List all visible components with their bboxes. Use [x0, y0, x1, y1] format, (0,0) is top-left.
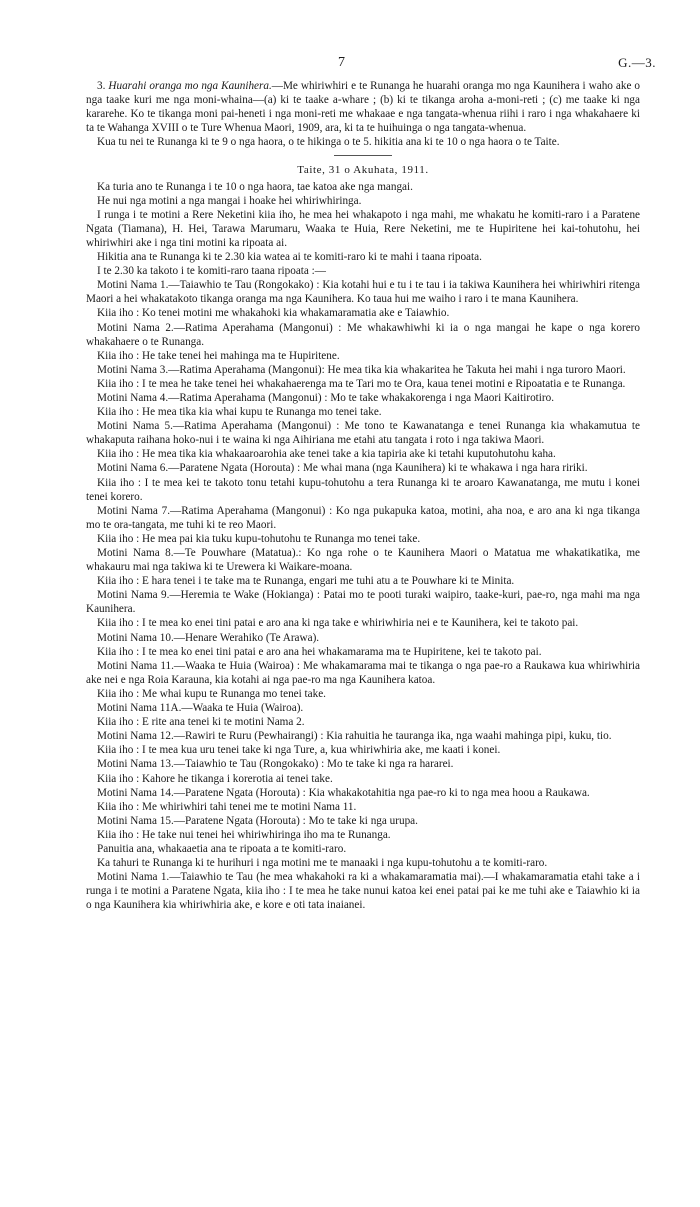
page-header — [0, 56, 700, 72]
adjournment-paragraph: Kua tu nei te Runanga ki te 9 o nga haora, o te hikinga o te 5. hikitia ana ki te 10 o nga haora o te Taite. — [97, 136, 560, 149]
minutes-paragraph: Motini Nama 13.—Taiawhio te Tau (Rongokako) : Mo te take ki nga ra hararei. — [97, 758, 454, 771]
minutes-paragraph: Motini Nama 12.—Rawiri te Ruru (Pewhairangi) : Kia rahuitia he tauranga ika, nga waahi mahinga pipi, kuku, tio. — [97, 730, 612, 743]
minutes-paragraph: Kiia iho : E rite ana tenei ki te motini Nama 2. — [97, 716, 305, 729]
minutes-paragraph: Kiia iho : Ko tenei motini me whakahoki kia whakamaramatia ake e Taiawhio. — [97, 307, 450, 320]
section-3-paragraph — [86, 79, 640, 135]
minutes-paragraph: Motini Nama 1.—Taiawhio te Tau (Rongokako) : Kia kotahi hui e tu i te tau i ia takiwa Kaunihera hei whiriwhiri ritenga Maori a hei whakatakoto tikanga oranga ma nga Kaunihera. Ko taua hui me waiho i raro i te mana Kaunihera. — [86, 279, 640, 306]
minutes-paragraph: Motini Nama 1.—Taiawhio te Tau (he mea whakahoki ra ki a whakamaramatia mai).—I whakamaramatia etahi take a i runga i te motini a Paratene Ngata, kiia iho : I te mea he take nunui katoa kei enei patai pai ke me tuhi ake e Taiawhio ki ia o nga Kaunihera kia whiriwhiria ake, e kore e oti tata inaianei. — [86, 871, 640, 912]
minutes-paragraph: Motini Nama 5.—Ratima Aperahama (Mangonui) : Me tono te Kawanatanga e tenei Runanga kia whakamutua te whakaputa raihana hoko-nui i te waina ki nga Aihiriana me etahi atu tangata i roto i nga takiwa Maori. — [86, 420, 640, 447]
section-3-title: Huarahi oranga mo nga Kaunihera. — [108, 80, 272, 92]
minutes-paragraph: Motini Nama 11A.—Waaka te Huia (Wairoa). — [97, 702, 304, 715]
minutes-paragraph: Kiia iho : I te mea ko enei tini patai e aro ana hei whakamarama ma te Hupiritene, kei te takoto pai. — [97, 645, 542, 658]
minutes-paragraph: Kiia iho : Me whai kupu te Runanga mo tenei take. — [97, 687, 326, 700]
minutes-paragraph: Motini Nama 14.—Paratene Ngata (Horouta) : Kia whakakotahitia nga pae-ro ki to nga mea hoou a Raukawa. — [97, 786, 590, 799]
minutes-paragraph: Ka turia ano te Runanga i te 10 o nga haora, tae katoa ake nga mangai. — [97, 180, 413, 193]
minutes-paragraph: Motini Nama 9.—Heremia te Wake (Hokianga) : Patai mo te pooti turaki waipiro, taake-kuri, pae-ro, nga mahi ma nga Kaunihera. — [86, 589, 640, 616]
minutes-paragraph: Motini Nama 11.—Waaka te Huia (Wairoa) : Me whakamarama mai te tikanga o nga pae-ro a Raukawa kua whiriwhiria ake nei e nga Roia Karauna, kia kotahi ai nga pae-ro ma nga Kaunihera katoa. — [86, 659, 640, 686]
minutes-paragraph: Kiia iho : He take tenei hei mahinga ma te Hupiritene. — [97, 349, 340, 362]
section-divider — [334, 155, 392, 156]
minutes-paragraph: Motini Nama 7.—Ratima Aperahama (Mangonui) : Ko nga pukapuka katoa, motini, aha noa, e aro ana ki nga tikanga mo te ora-tangata, me tuhi ki te reo Maori. — [86, 504, 640, 531]
minutes-paragraph: He nui nga motini a nga mangai i hoake hei whiriwhiringa. — [97, 194, 362, 207]
minutes-paragraph: I te 2.30 ka takoto i te komiti-raro taana ripoata :— — [97, 265, 326, 278]
document-code: G.—3. — [618, 55, 656, 70]
minutes-paragraph: Kiia iho : He mea pai kia tuku kupu-tohutohu te Runanga mo tenei take. — [97, 532, 421, 545]
section-3-text: —Me whiriwhiri e te Runanga he huarahi oranga mo nga Kaunihera i waho ake o nga taake kuri me nga moni-whaina—(a) ki te taake a-whare ; (b) ki te tikanga aroha a-moni-reti ; (c) me taake ki nga kararehe. Ko te tikanga moni pai-heneti i nga moni-reti me whakaae e nga tangata-whenua riihi i raro i nga whakahaere ki ta te Wahanga XVIII o te Ture Whenua Maori, 1909, ara, ki ta te huihuinga o nga tangata-whenua. — [86, 80, 641, 135]
minutes-paragraph: Kiia iho : I te mea kua uru tenei take ki nga Ture, a, kua whiriwhiria ake, me kaati i konei. — [97, 744, 501, 757]
minutes-paragraph: Kiia iho : E hara tenei i te take ma te Runanga, engari me tuhi atu a te Pouwhare ki te Minita. — [97, 575, 515, 588]
minutes-paragraph: Motini Nama 6.—Paratene Ngata (Horouta) : Me whai mana (nga Kaunihera) ki te whakawa i nga hara ririki. — [97, 462, 588, 475]
minutes-paragraph: Kiia iho : I te mea ko enei tini patai e aro ana ki nga take e whiriwhiria nei e te Kaunihera, kei te takoto pai. — [97, 617, 579, 630]
minutes-paragraphs — [86, 180, 640, 913]
date-heading: Taite, 31 o Akuhata, 1911. — [297, 164, 429, 177]
minutes-paragraph: Ka tahuri te Runanga ki te hurihuri i nga motini me te manaaki i nga kupu-tohutohu a te komiti-raro. — [97, 857, 548, 870]
minutes-paragraph: Motini Nama 2.—Ratima Aperahama (Mangonui) : Me whakawhiwhi ki ia o nga mangai he kape o nga korero whakahaere o te Runanga. — [86, 321, 640, 348]
minutes-paragraph: Hikitia ana te Runanga ki te 2.30 kia watea ai te komiti-raro ki te mahi i taana ripoata. — [97, 251, 482, 264]
section-3-number: 3. — [97, 80, 109, 92]
minutes-paragraph: Panuitia ana, whakaaetia ana te ripoata a te komiti-raro. — [97, 842, 347, 855]
minutes-paragraph: Motini Nama 8.—Te Pouwhare (Matatua).: Ko nga rohe o te Kaunihera Maori o Matatua me whakatikatika, me whakauru mai nga takiwa ki te Urewera ki Waikare-moana. — [86, 547, 640, 574]
minutes-paragraph: Kiia iho : Me whiriwhiri tahi tenei me te motini Nama 11. — [97, 800, 357, 813]
minutes-paragraph: Motini Nama 3.—Ratima Aperahama (Mangonui): He mea tika kia whakaritea he Takuta hei mahi i nga turoro Maori. — [97, 363, 626, 376]
minutes-paragraph: Motini Nama 15.—Paratene Ngata (Horouta) : Mo te take ki nga urupa. — [97, 814, 418, 827]
body-text — [86, 79, 640, 912]
minutes-paragraph: Kiia iho : Kahore he tikanga i korerotia ai tenei take. — [97, 772, 333, 785]
minutes-paragraph: Motini Nama 10.—Henare Werahiko (Te Arawa). — [97, 631, 320, 644]
minutes-paragraph: I runga i te motini a Rere Neketini kiia iho, he mea hei whakapoto i nga mahi, me whakatu he komiti-raro i a Paratene Ngata (Tiamana), H. Hei, Tarawa Marumaru, Waaka te Huia, Rere Neketini, me te Hupiritene hei kai-tohutohu, hei whiriwhiri ake i nga tini motini ka ripoata ai. — [86, 208, 640, 249]
minutes-paragraph: Kiia iho : He mea tika kia whakaaroarohia ake tenei take a kia tapiria ake ki tetahi kuputohutohu kaha. — [97, 448, 556, 461]
minutes-paragraph: Kiia iho : He mea tika kia whai kupu te Runanga mo tenei take. — [97, 406, 382, 419]
page-number: 7 — [338, 55, 345, 70]
minutes-paragraph: Kiia iho : I te mea he take tenei hei whakahaerenga ma te Tari mo te Ora, kaua tenei motini e Ripoatatia e te Runanga. — [97, 377, 626, 390]
minutes-paragraph: Motini Nama 4.—Ratima Aperahama (Mangonui) : Mo te take whakakorenga i nga Maori Kaitirotiro. — [97, 391, 555, 404]
minutes-paragraph: Kiia iho : I te mea kei te takoto tonu tetahi kupu-tohutohu a tera Runanga ki te aroaro Kawanatanga, me mutu i konei tenei korero. — [86, 476, 640, 503]
minutes-paragraph: Kiia iho : He take nui tenei hei whiriwhiringa iho ma te Runanga. — [97, 828, 391, 841]
